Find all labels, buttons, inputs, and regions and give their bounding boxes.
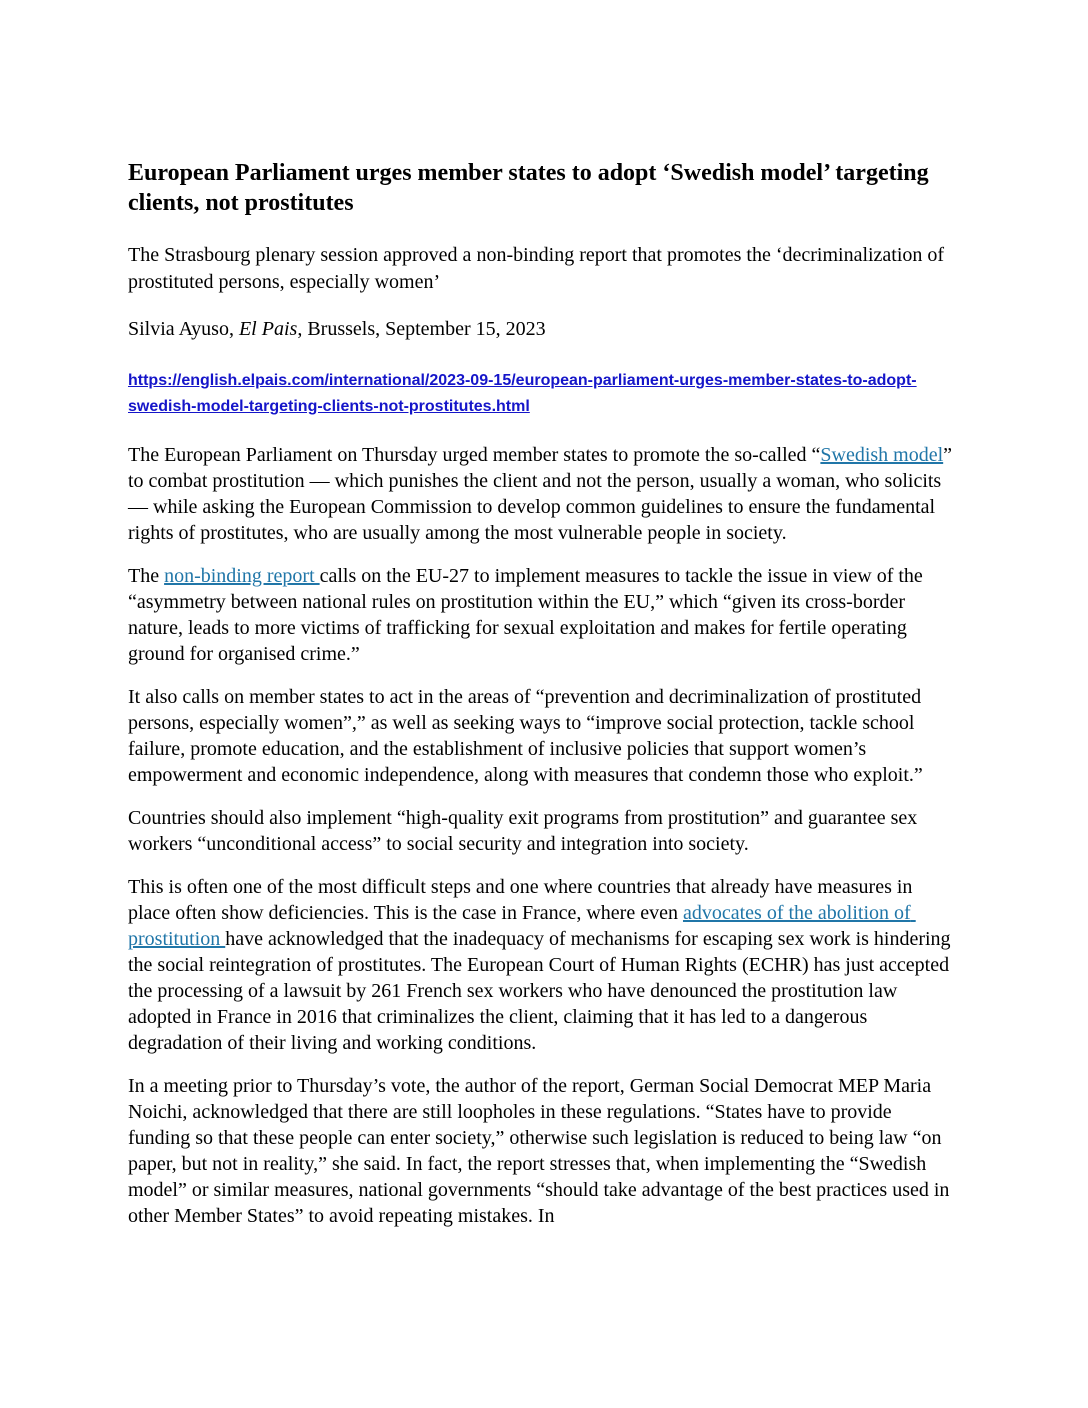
text-run: The European Parliament on Thursday urged member states to promote the so-called “ [128,444,821,466]
article-byline [128,316,958,342]
article-paragraph-5 [128,874,958,1056]
text-run: In a meeting prior to Thursday’s vote, the author of the report, German Social Democrat MEP Maria Noichi, acknowledged that there are still loopholes in these regulations. “States have to provide funding so that these people can enter society,” otherwise such legislation is reduced to being law “on paper, but not in reality,” she said. In fact, the report stresses that, when implementing the “Swedish model” or similar measures, national governments “should take advantage of the best practices used in other Member States” to avoid repeating mistakes. In [128,1075,950,1227]
text-run: have acknowledged that the inadequacy of mechanisms for escaping sex work is hindering the social reintegration of prostitutes. The European Court of Human Rights (ECHR) has just accepted the processing of a lawsuit by 261 French sex workers who have denounced the prostitution law adopted in France in 2016 that criminalizes the client, claiming that it has led to a dangerous degradation of their living and working conditions. [128,928,951,1054]
inline-link[interactable]: advocates of the abolition of prostitution [128,902,916,950]
text-run: ” to combat prostitution — which punishes the client and not the person, usually a woman, who solicits — while asking the European Commission to develop common guidelines to ensure the fundamental rights of prostitutes, who are usually among the most vulnerable people in society. [128,444,953,544]
text-run: Silvia Ayuso, [128,318,239,340]
text-run: calls on the EU-27 to implement measures to tackle the issue in view of the “asymmetry between national rules on prostitution within the EU,” which “given its cross-border nature, leads to more victims of trafficking for sexual exploitation and makes for fertile operating ground for organised crime.” [128,565,923,665]
article-paragraph-3 [128,684,958,788]
article-url-block [128,368,918,420]
inline-link[interactable]: Swedish model [820,444,944,466]
italic-text: El Pais [238,318,298,340]
article-paragraph-4 [128,805,958,857]
text-run: , Brussels, September 15, 2023 [297,318,546,340]
article-subtitle: The Strasbourg plenary session approved a non-binding report that promotes the ‘decriminalization of prostituted persons, especially women’ [128,244,945,293]
article-paragraph-6 [128,1073,958,1229]
inline-link[interactable]: non-binding report [164,565,320,587]
text-run: The [128,565,165,587]
article-url-link[interactable]: https://english.elpais.com/international/2023-09-15/european-parliament-urges-member-states-to-adopt-swedish-model-targeting-clients-not-prostitutes.html [128,372,917,415]
article-paragraph-1 [128,442,958,546]
text-run: Countries should also implement “high-quality exit programs from prostitution” and guarantee sex workers “unconditional access” to social security and integration into society. [128,807,918,855]
article-title: European Parliament urges member states to adopt ‘Swedish model’ targeting clients, not prostitutes [128,160,929,216]
text-run: It also calls on member states to act in the areas of “prevention and decriminalization of prostituted persons, especially women”,” as well as seeking ways to “improve social protection, tackle school failure, promote education, and the establishment of inclusive policies that support women’s empowerment and economic independence, along with measures that condemn those who exploit.” [128,686,923,786]
article-paragraph-2 [128,563,958,667]
text-run: This is often one of the most difficult steps and one where countries that already have measures in place often show deficiencies. This is the case in France, where even [128,876,913,924]
